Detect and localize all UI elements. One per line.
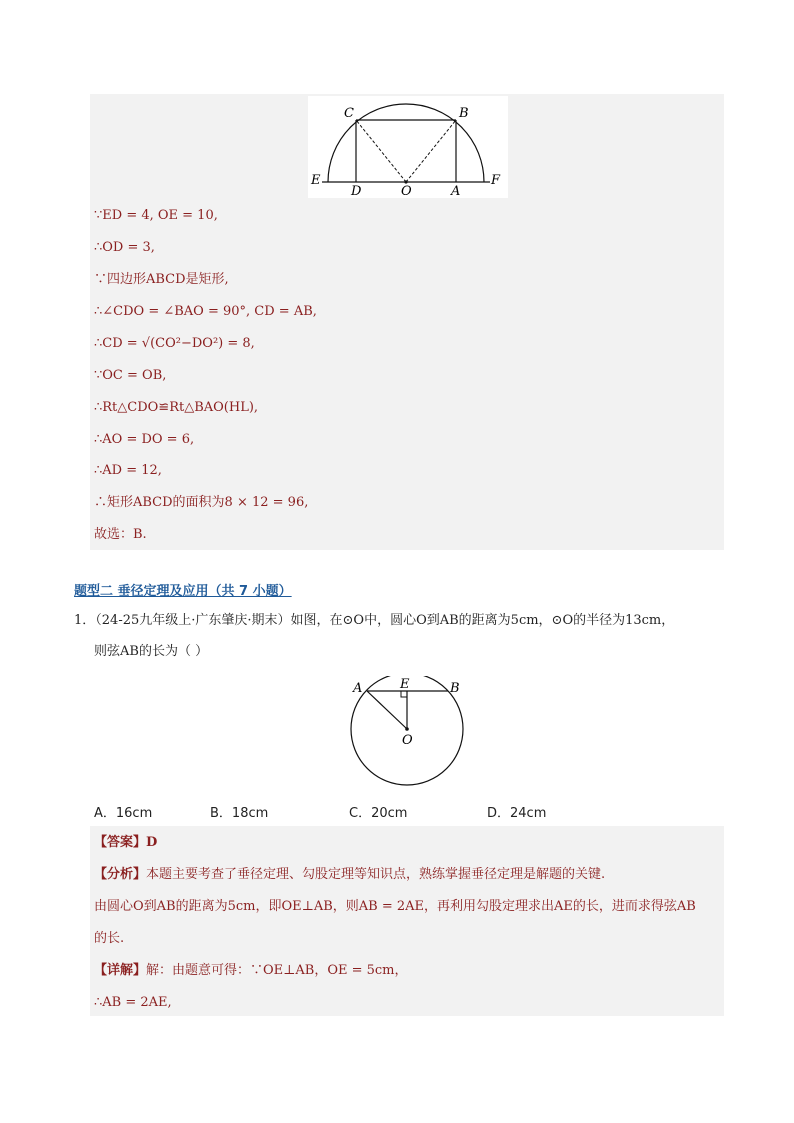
label-a: A [451,184,461,198]
solution-line-11: 故选：B. [94,527,147,542]
detail-line-2: ∴AB = 2AE, [94,995,172,1010]
answer-value: D [146,835,158,850]
section-heading: 题型二 垂径定理及应用（共 7 小题） [74,584,292,599]
detail-text: 解：由题意可得：∵OE⊥AB，OE = 5cm， [146,963,408,978]
solution-line-4: ∴∠CDO = ∠BAO = 90°, CD = AB, [94,304,317,319]
circle-chord-figure [340,676,475,790]
label2-a: A [353,681,363,696]
solution-line-10: ∴矩形ABCD的面积为8 × 12 = 96, [94,495,309,510]
question-stem: （24-25九年级上·广东肇庆·期末）如图，在⊙O中，圆心O到AB的距离为5cm，⊙O的半径为13cm， [95,613,675,628]
label-d: D [351,184,362,198]
label2-e: E [400,677,410,692]
label-o: O [401,184,412,198]
label-f: F [491,173,501,188]
label-e: E [311,173,321,188]
option-c[interactable]: C．20cm [349,806,408,821]
solution-line-2: ∴OD = 3, [94,240,155,255]
answer-line [94,834,157,852]
solution-line-8: ∴AO = DO = 6, [94,432,195,447]
label-b: B [459,106,469,121]
detail-line-1 [94,962,408,980]
detail-tag: 【详解】 [94,963,147,978]
solution-line-5: ∴CD = √(CO²−DO²) = 8, [94,336,255,351]
option-d[interactable]: D．24cm [487,806,547,821]
center-point-o2 [405,727,409,731]
solution-line-7: ∴Rt△CDO≌Rt△BAO(HL), [94,400,259,415]
solution-line-1: ∵ED = 4, OE = 10, [94,208,218,223]
analysis-text: 本题主要考查了垂径定理、勾股定理等知识点，熟练掌握垂径定理是解题的关键. [146,867,606,882]
question-line-1 [74,612,674,630]
question-number: 1． [74,613,96,628]
analysis-line-3: 的长. [94,931,125,946]
label2-b: B [450,681,460,696]
solution-line-3: ∵四边形ABCD是矩形, [94,272,229,287]
answer-block-shade [90,826,724,1016]
label2-o: O [402,733,413,748]
label-c: C [344,106,354,121]
analysis-line-1 [94,866,605,884]
figure1-bg [308,96,508,198]
solution-line-9: ∴AD = 12, [94,463,162,478]
solution-line-6: ∵OC = OB, [94,368,167,383]
question-line-2: 则弦AB的长为（ ） [94,644,209,659]
analysis-line-2: 由圆心O到AB的距离为5cm，即OE⊥AB，则AB = 2AE，再利用勾股定理求出AE的长，进而求得弦AB [94,899,696,914]
semicircle-rectangle-figure [308,96,508,198]
answer-tag: 【答案】 [94,835,147,850]
option-a[interactable]: A．16cm [94,806,153,821]
analysis-tag: 【分析】 [94,867,147,882]
option-b[interactable]: B．18cm [210,806,269,821]
